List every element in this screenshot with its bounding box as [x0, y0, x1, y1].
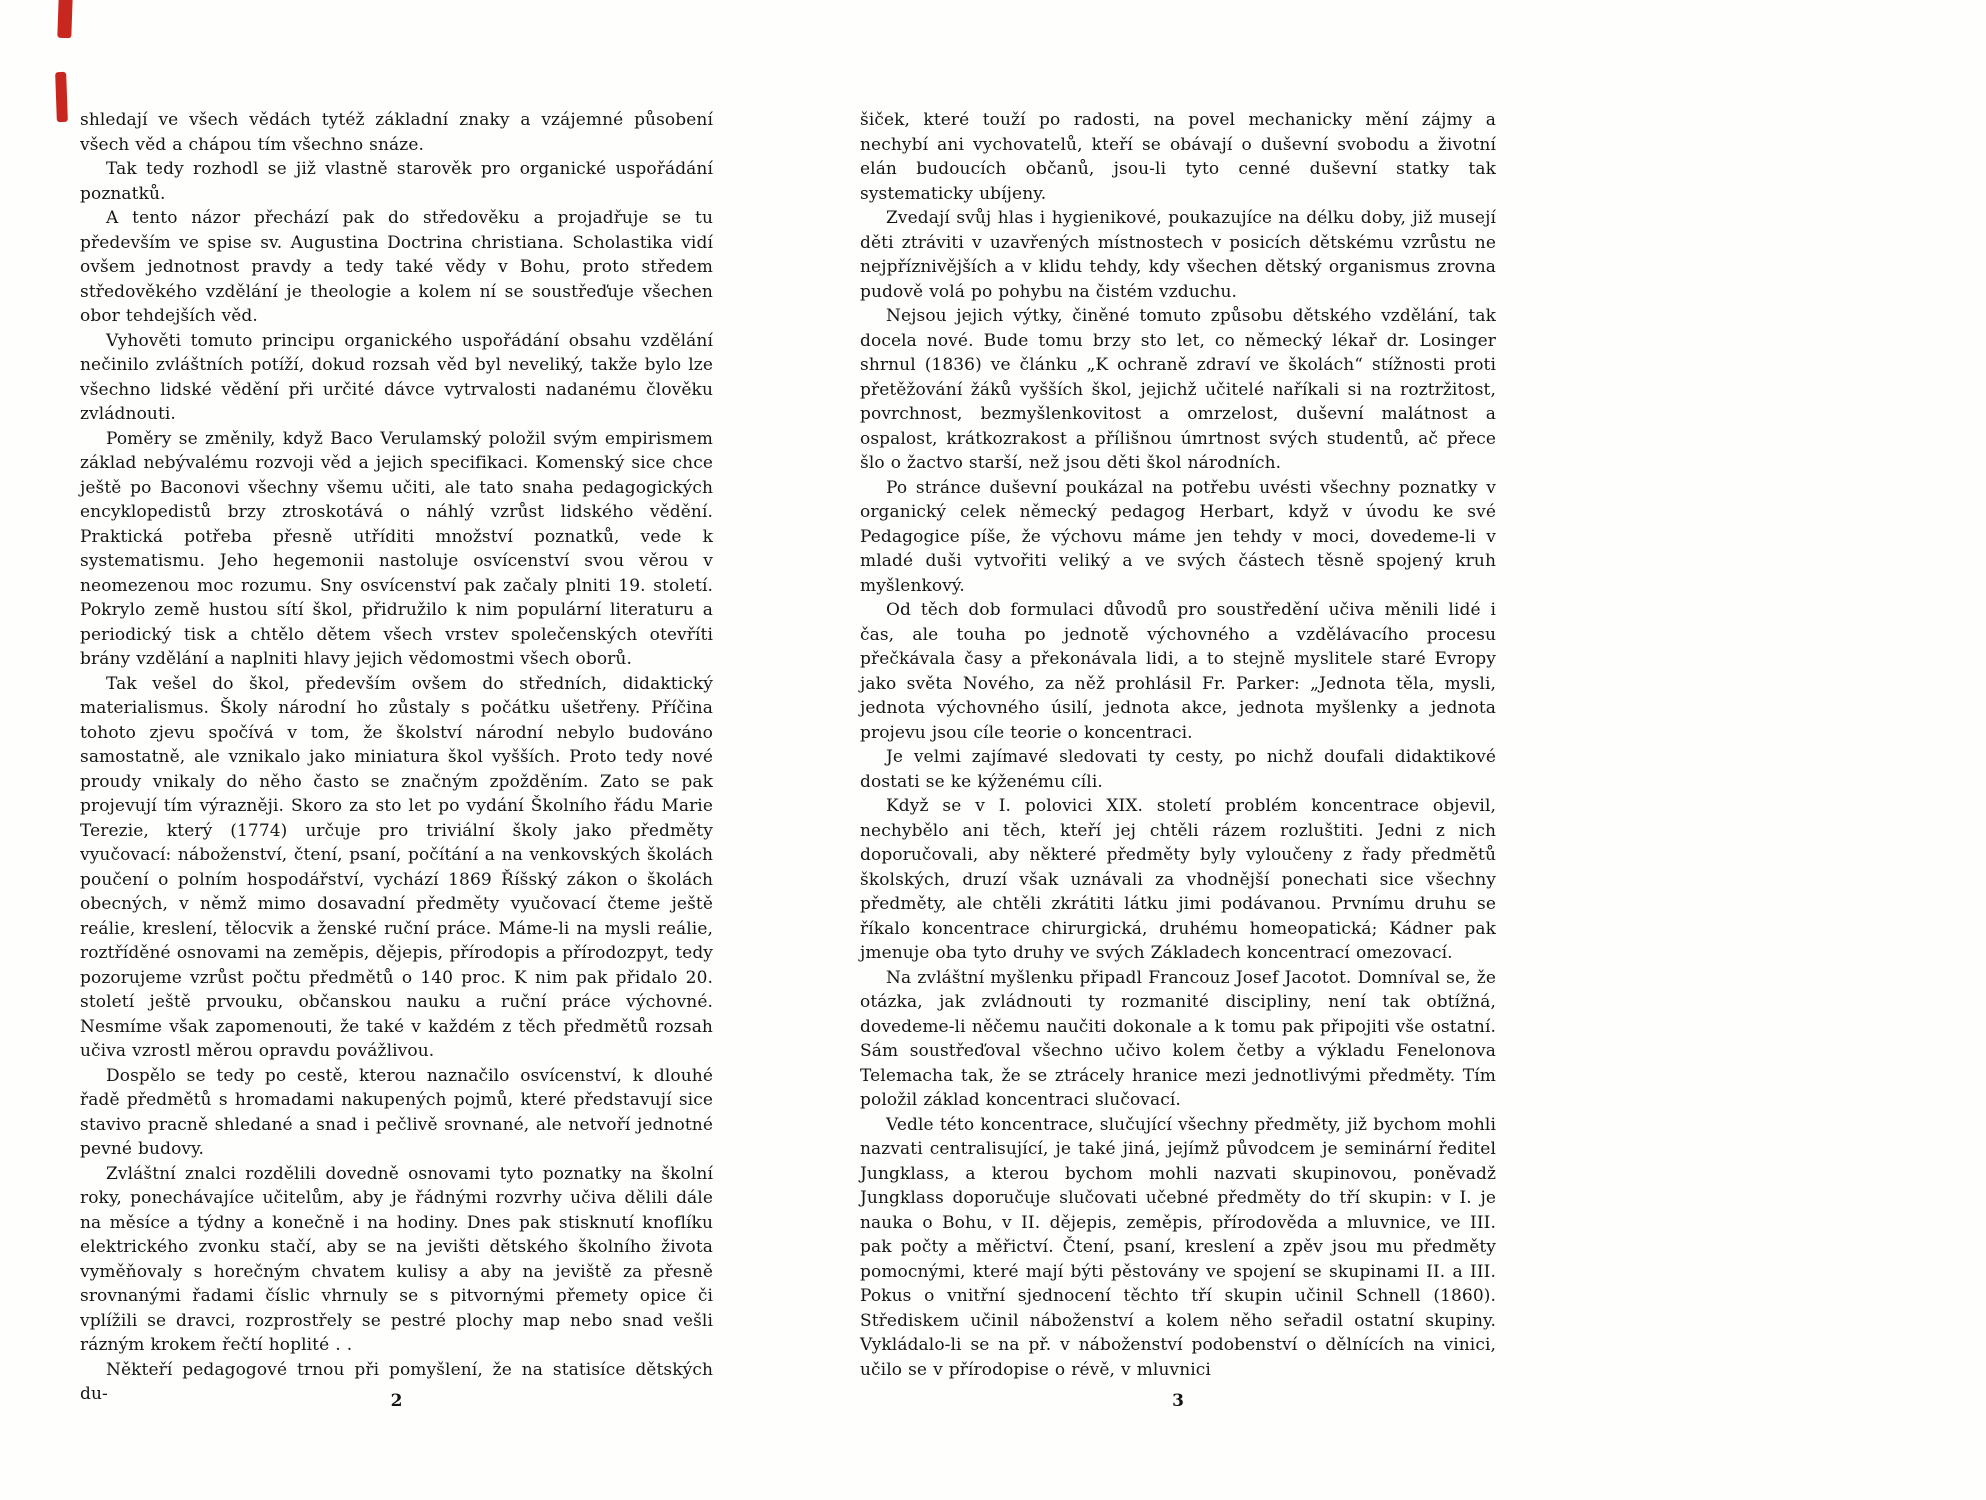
scan-artifact-red-mark: [55, 72, 68, 122]
paragraph: Někteří pedagogové trnou při pomyšlení, že na statisíce dětských du-: [80, 1359, 713, 1404]
paragraph: Tak tedy rozhodl se již vlastně starověk pro organické uspořádání poznatků.: [80, 159, 713, 204]
page-left: [80, 108, 713, 1411]
page-right-number: 3: [1172, 1391, 1184, 1411]
page-right: [860, 108, 1496, 1411]
paragraph: Když se v I. polovici XIX. století problém koncentrace objevil, nechybělo ani těch, kteří jej chtěli rázem rozluštiti. Jedni z nich doporučovali, aby některé předměty byly vyloučeny z řady předmětů školských, druzí však uznávali za vhodnější ponechati sice všechny předměty, ale chtěli zkrátiti látku jimi podávanou. Prvnímu druhu se říkalo koncentrace chirurgická, druhému homeopatická; Kádner pak jmenuje oba tyto druhy ve svých Základech koncentrací omezovací.: [860, 796, 1496, 963]
paragraph: Zvláštní znalci rozdělili dovedně osnovami tyto poznatky na školní roky, ponechávajíce učitelům, aby je řádnými rozvrhy učiva dělili dále na měsíce a týdny a konečně i na hodiny. Dnes pak stisknutí knoflíku elektrického zvonku stačí, aby se na jevišti dětského školního života vyměňovaly s horečným chvatem kulisy a aby na jeviště za přesně srovnanými řadami číslic vhrnuly se s pitvornými přemety opice či vplížili se dravci, rozprostřely se pestré plochy map nebo snad vešli rázným krokem řečtí hoplité . .: [80, 1163, 713, 1355]
page-left-text: [80, 108, 713, 1407]
paragraph: Poměry se změnily, když Baco Verulamský položil svým empirismem základ nebývalému rozvoji věd a jejich specifikaci. Komenský sice chce ještě po Baconovi všechny všemu učiti, ale tato snaha pedagogických encyklopedistů brzy ztroskotává o náhlý vzrůst lidského vědění. Praktická potřeba přesně utříditi množství poznatků, vede k systematismu. Jeho hegemonii nastoluje osvícenství svou věrou v neomezenou moc rozumu. Sny osvícenství pak začaly plniti 19. století. Pokrylo země hustou sítí škol, přidružilo k nim populární literaturu a periodický tisk a chtělo dětem všech vrstev společenských otevříti brány vzdělání a naplniti hlavy jejich vědomostmi všech oborů.: [80, 428, 713, 669]
paragraph: Vyhověti tomuto principu organického uspořádání obsahu vzdělání nečinilo zvláštních potíží, dokud rozsah věd byl neveliký, takže bylo lze všechno lidské vědění při určité dávce vytrvalosti nadanému člověku zvládnouti.: [80, 330, 713, 424]
paragraph: Od těch dob formulaci důvodů pro soustředění učiva měnili lidé i čas, ale touha po jednotě výchovného a vzdělávacího procesu přečkávala časy a překonávala lidi, a to stejně myslitele staré Evropy jako světa Nového, za něž prohlásil Fr. Parker: „Jednota těla, mysli, jednota výchovného úsilí, jednota akce, jednota myšlenky a jednota projevu jsou cíle teorie o koncentraci.: [860, 600, 1496, 743]
paragraph: shledají ve všech vědách tytéž základní znaky a vzájemné působení všech věd a chápou tím všechno snáze.: [80, 110, 713, 155]
paragraph: A tento názor přechází pak do středověku a projadřuje se tu především ve spise sv. Augustina Doctrina christiana. Scholastika vidí ovšem jednotnost pravdy a tedy také vědy v Bohu, proto středem středověkého vzdělání je theologie a kolem ní se soustřeďuje všechen obor tehdejších věd.: [80, 208, 713, 326]
paragraph: Dospělo se tedy po cestě, kterou naznačilo osvícenství, k dlouhé řadě předmětů s hromadami nakupených pojmů, které představují sice stavivo pracně shledané a snad i pečlivě srovnané, ale netvoří jednotné pevné budovy.: [80, 1065, 713, 1159]
paragraph: Vedle této koncentrace, slučující všechny předměty, již bychom mohli nazvati centralisující, je také jiná, jejímž původcem je seminární ředitel Jungklass, a kterou bychom mohli nazvati skupinovou, poněvadž Jungklass doporučuje slučovati učebné předměty do tří skupin: v I. je nauka o Bohu, v II. dějepis, zeměpis, přírodověda a mluvnice, ve III. pak počty a měřictví. Čtení, psaní, kreslení a zpěv jsou mu předměty pomocnými, které mají býti pěstovány ve spojení se skupinami II. a III. Pokus o vnitřní sjednocení těchto tří skupin učinil Schnell (1860). Střediskem učinil náboženství a kolem něho seřadil ostatní skupiny. Vykládalo-li se na př. v náboženství podobenství o dělnících na vinici, učilo se v přírodopise o révě, v mluvnici: [860, 1114, 1496, 1380]
page-right-text: [860, 108, 1496, 1382]
paragraph: Na zvláštní myšlenku připadl Francouz Josef Jacotot. Domníval se, že otázka, jak zvládnouti ty rozmanité discipliny, není tak obtížná, dovedeme-li něčemu naučiti dokonale a k tomu pak připojiti vše ostatní. Sám soustřeďoval všechno učivo kolem četby a výkladu Fenelonova Telemacha tak, že se ztrácely hranice mezi jednotlivými předměty. Tím položil základ koncentraci slučovací.: [860, 967, 1496, 1110]
scan-artifact-red-mark: [57, 0, 72, 38]
paragraph: Je velmi zajímavé sledovati ty cesty, po nichž doufali didaktikové dostati se ke kýženému cíli.: [860, 747, 1496, 792]
page-left-number: 2: [390, 1391, 403, 1411]
paragraph: Zvedají svůj hlas i hygienikové, poukazujíce na délku doby, již musejí děti ztráviti v uzavřených místnostech v posicích dětskému vzrůstu ne nejpříznivějších a v klidu tehdy, kdy všechen dětský organismus zrovna pudově volá po pohybu na čistém vzduchu.: [860, 208, 1496, 302]
paragraph: Po stránce duševní poukázal na potřebu uvésti všechny poznatky v organický celek německý pedagog Herbart, když v úvodu ke své Pedagogice píše, že výchovu máme jen tehdy v moci, dovedeme-li v mladé duši vytvořiti veliký a ve svých částech těsně spojený kruh myšlenkový.: [860, 477, 1496, 596]
paragraph: Tak vešel do škol, především ovšem do středních, didaktický materialismus. Školy národní ho zůstaly s počátku ušetřeny. Příčina tohoto zjevu spočívá v tom, že školství národní nebylo budováno samostatně, ale vznikalo jako miniatura škol vyšších. Proto tedy nové proudy vnikaly do něho často se značným zpožděním. Zato se pak projevují tím výrazněji. Skoro za sto let po vydání Školního řádu Marie Terezie, který (1774) určuje pro triviální školy jako předměty vyučovací: náboženství, čtení, psaní, počítání a na venkovských školách poučení o polním hospodářství, vychází 1869 Říšský zákon o školách obecných, v němž mimo dosavadní předměty vyučovací čteme ještě reálie, kreslení, tělocvik a ženské ruční práce. Máme-li na mysli reálie, roztříděné osnovami na zeměpis, dějepis, přírodopis a přírodozpyt, tedy pozorujeme vzrůst počtu předmětů o 140 proc. K nim pak přidalo 20. století ještě prvouku, občanskou nauku a ruční práce výchovné. Nesmíme však zapomenouti, že také v každém z těch předmětů rozsah učiva vzrostl měrou opravdu povážlivou.: [80, 673, 713, 1061]
paragraph: šiček, které touží po radosti, na povel mechanicky mění zájmy a nechybí ani vychovatelů, kteří se obávají o duševní svobodu a životní elán budoucích občanů, jsou-li tyto cenné duševní statky tak systematicky ubíjeny.: [860, 110, 1496, 204]
paragraph: Nejsou jejich výtky, činěné tomuto způsobu dětského vzdělání, tak docela nové. Bude tomu brzy sto let, co německý lékař dr. Losinger shrnul (1836) ve článku „K ochraně zdraví ve školách“ stížnosti proti přetěžování žáků vyšších škol, jejichž učitelé naříkali si na roztržitost, povrchnost, bezmyšlenkovitost a omrzelost, duševní malátnost a ospalost, krátkozrakost a přílišnou úmrtnost svých studentů, ač přece šlo o žactvo starší, než jsou děti škol národních.: [860, 306, 1496, 473]
